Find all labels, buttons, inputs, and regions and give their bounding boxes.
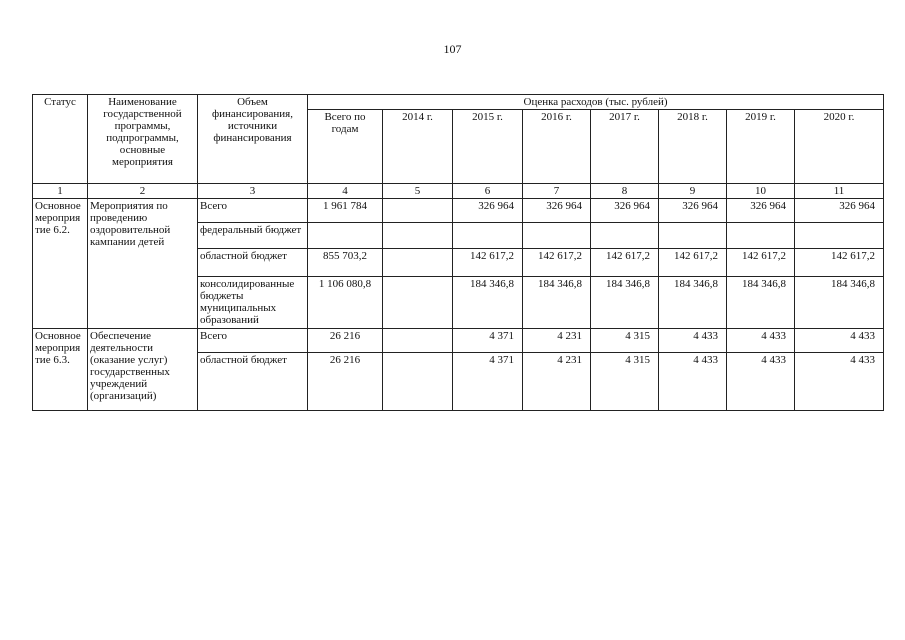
value-cell: 326 964 [727,199,795,223]
col-num: 4 [308,184,383,199]
expenditure-table [32,94,884,411]
value-cell: 184 346,8 [659,277,727,329]
header-estimate: Оценка расходов (тыс. рублей) [308,95,884,110]
value-cell [727,223,795,249]
value-cell [383,277,453,329]
header-volume: Объем финансирования, источники финансирования [198,95,308,184]
source-cell: федеральный бюджет [198,223,308,249]
value-cell: 142 617,2 [523,249,591,277]
col-num: 5 [383,184,453,199]
value-cell: 326 964 [659,199,727,223]
value-cell: 4 433 [795,329,884,353]
value-cell: 4 371 [453,329,523,353]
value-cell: 326 964 [795,199,884,223]
value-cell: 326 964 [453,199,523,223]
value-cell [383,249,453,277]
value-cell: 4 315 [591,329,659,353]
value-cell [383,199,453,223]
value-cell: 4 231 [523,329,591,353]
header-name: Наименование государственной программы, подпрограммы, основные мероприятия [88,95,198,184]
value-cell: 4 433 [727,353,795,411]
col-num: 1 [33,184,88,199]
value-cell [795,223,884,249]
value-cell: 326 964 [523,199,591,223]
value-cell: 142 617,2 [659,249,727,277]
value-cell [383,353,453,411]
status-cell: Основное мероприя тие 6.2. [33,199,88,329]
name-cell: Мероприятия по проведению оздоровительной кампании детей [88,199,198,329]
page-number: 107 [443,42,462,56]
source-cell: областной бюджет [198,249,308,277]
col-num: 2 [88,184,198,199]
total-cell: 1 961 784 [308,199,383,223]
value-cell: 4 231 [523,353,591,411]
table-row [33,329,884,353]
value-cell: 142 617,2 [727,249,795,277]
value-cell: 4 433 [795,353,884,411]
total-cell: 26 216 [308,329,383,353]
header-row-1 [33,95,884,110]
value-cell: 184 346,8 [523,277,591,329]
col-num: 9 [659,184,727,199]
value-cell: 142 617,2 [591,249,659,277]
source-cell: Всего [198,199,308,223]
col-num: 6 [453,184,523,199]
total-cell: 1 106 080,8 [308,277,383,329]
value-cell [659,223,727,249]
col-num: 10 [727,184,795,199]
value-cell: 4 433 [727,329,795,353]
col-num: 8 [591,184,659,199]
source-cell: областной бюджет [198,353,308,411]
total-cell: 26 216 [308,353,383,411]
status-cell: Основное мероприя тие 6.3. [33,329,88,411]
col-num: 3 [198,184,308,199]
name-cell: Обеспечение деятельности (оказание услуг) государственных учреждений (организаций) [88,329,198,411]
value-cell: 142 617,2 [453,249,523,277]
header-2017: 2017 г. [591,110,659,184]
total-cell [308,223,383,249]
value-cell [383,223,453,249]
value-cell: 4 315 [591,353,659,411]
value-cell [591,223,659,249]
table-row [33,199,884,223]
value-cell: 184 346,8 [795,277,884,329]
header-2019: 2019 г. [727,110,795,184]
header-2020: 2020 г. [795,110,884,184]
header-2018: 2018 г. [659,110,727,184]
value-cell: 326 964 [591,199,659,223]
source-cell: Всего [198,329,308,353]
value-cell [523,223,591,249]
source-cell: консолидированные бюджеты муниципальных образований [198,277,308,329]
header-2015: 2015 г. [453,110,523,184]
header-status: Статус [33,95,88,184]
value-cell: 184 346,8 [727,277,795,329]
value-cell: 4 433 [659,353,727,411]
header-2016: 2016 г. [523,110,591,184]
value-cell [453,223,523,249]
col-num: 7 [523,184,591,199]
value-cell: 184 346,8 [453,277,523,329]
value-cell [383,329,453,353]
header-2014: 2014 г. [383,110,453,184]
value-cell: 4 433 [659,329,727,353]
total-cell: 855 703,2 [308,249,383,277]
value-cell: 4 371 [453,353,523,411]
column-number-row [33,184,884,199]
header-total: Всего по годам [308,110,383,184]
value-cell: 184 346,8 [591,277,659,329]
value-cell: 142 617,2 [795,249,884,277]
col-num: 11 [795,184,884,199]
